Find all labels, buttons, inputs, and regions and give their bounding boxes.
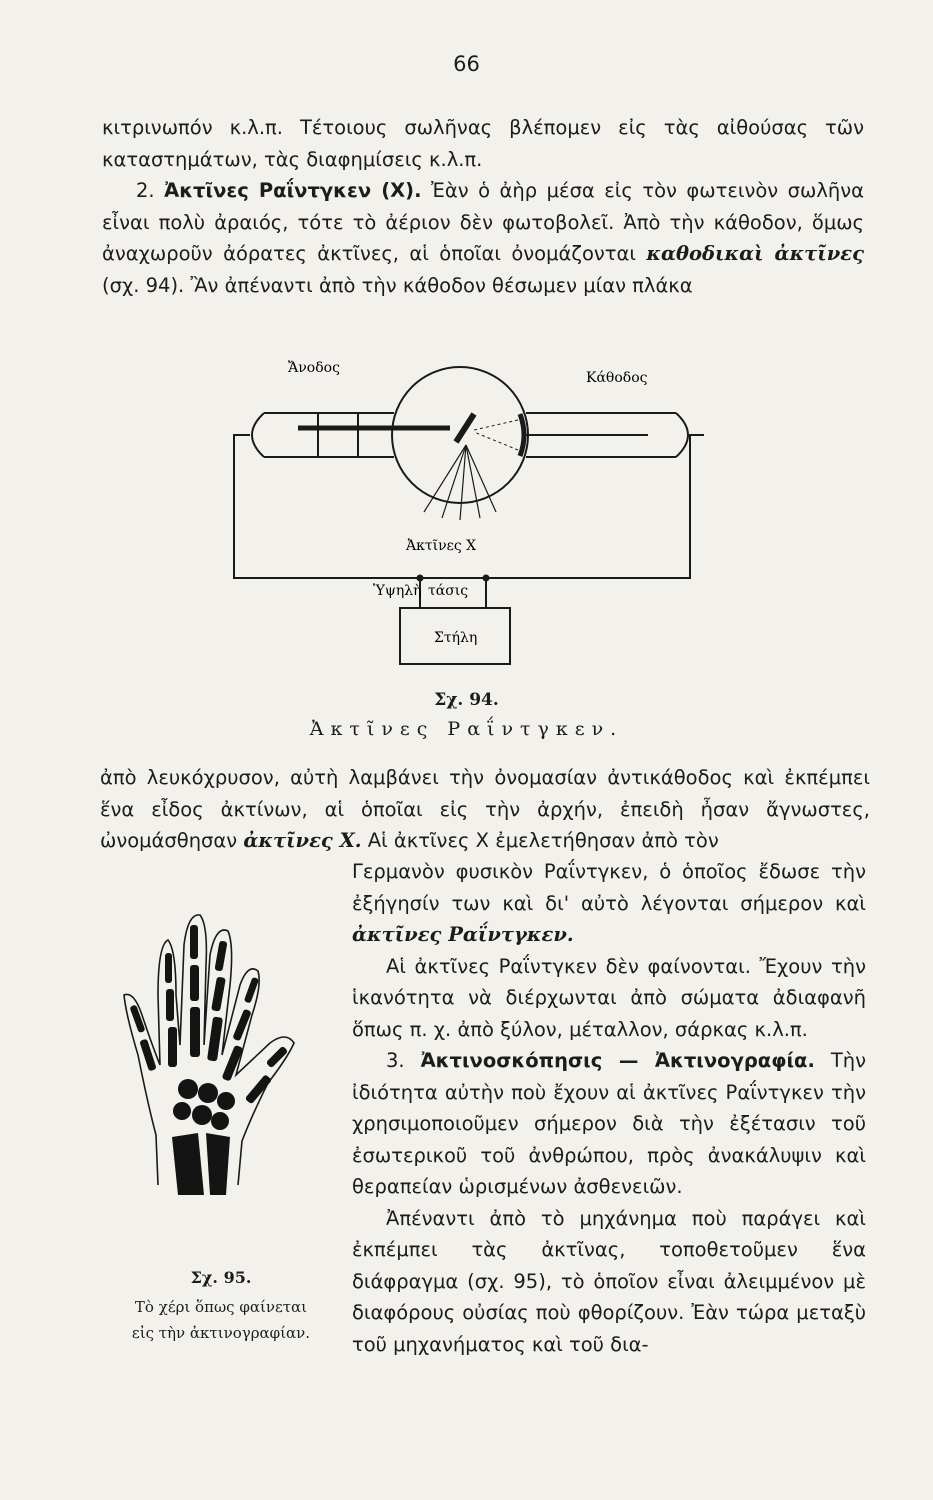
section-2-heading: Ἀκτῖνες Ραΐντγκεν (Χ). (164, 179, 422, 202)
section-3-text: Τὴν ἰδιότητα αὐτὴν ποὺ ἔχουν αἱ ἀκτῖνες Ραΐντγκεν τὴν χρησιμοποιοῦμεν σήμερον διὰ τὴν ἐξέτασιν τοῦ ἐσωτερικοῦ τοῦ ἀνθρώπου, πρὸς ἀνακάλυψιν καὶ θεραπείαν ὡρισμένων ἀσθενειῶν. (352, 1049, 866, 1198)
cathode (520, 414, 524, 456)
hand-xray-image (118, 905, 298, 1205)
intro-text (102, 112, 864, 301)
section-2-text-a: Ἐὰν ὁ ἀὴρ μέσα εἰς τὸν φωτεινὸν σωλῆνα εἶναι πολὺ ἀραιός, τότε τὸ ἀέριον δὲν φωτοβολεῖ. Ἀπὸ τὴν κάθοδον, ὅμως ἀναχωροῦν ἀόρατες ἀκτῖνες, αἱ ὁποῖαι ὀνομάζονται (102, 179, 865, 265)
figure-95-caption-line2: εἰς τὴν ἀκτινογραφίαν. (131, 1324, 311, 1342)
right-column (352, 856, 866, 1360)
section-3-number: 3. (386, 1049, 405, 1072)
wide-term: ἀκτῖνες Χ. (243, 829, 362, 852)
section-2-text-b: (σχ. 94). Ἂν ἀπέναντι ἀπὸ τὴν κάθοδον θέσωμεν μίαν πλάκα (102, 273, 693, 297)
xray-arrows (424, 445, 496, 520)
figure-95-caption-line1: Τὸ χέρι ὅπως φαίνεται (134, 1298, 308, 1316)
section-2-term: καθοδικαὶ ἀκτῖνες (646, 242, 864, 265)
label-anode: Ἄνοδος (288, 360, 340, 376)
paragraph-last: Ἀπέναντι ἀπὸ τὸ μηχάνημα ποὺ παράγει καὶ ἐκπέμπει τὰς ἀκτῖνας, τοποθετοῦμεν ἕνα διάφραγμα (σχ. 95), τὸ ὁποῖον εἶναι ἀλειμμένον μὲ διαφόρους οὐσίας ποὺ φθορίζουν. Ἐὰν τώρα μεταξὺ τοῦ μηχανήματος καὶ τοῦ δια- (352, 1206, 866, 1356)
figure-95-number: Σχ. 95. (190, 1268, 252, 1287)
label-voltage: τάσις (428, 583, 469, 599)
figure-94-title: Ἀκτῖνες Ραΐντγκεν. (309, 718, 624, 740)
tube-anode-end (252, 413, 264, 457)
section-2-number: 2. (136, 179, 155, 202)
xray-tube-diagram (228, 350, 728, 680)
wide-text-a: ἀπὸ λευκόχρυσον, αὐτὴ λαμβάνει τὴν ὀνομασίαν ἀντικάθοδος καὶ ἐκπέμπει ἕνα εἶδος ἀκτίνων, αἱ ὁποῖαι εἰς τὴν ἀρχήν, ἐπειδὴ ἦσαν ἄγνωστες, ὠνομάσθησαν (100, 766, 870, 852)
wide-paragraph (100, 762, 870, 857)
label-xrays: Ἀκτῖνες Χ (406, 538, 477, 554)
wide-text-b: Αἱ ἀκτῖνες Χ ἐμελετήθησαν ἀπὸ τὸν (367, 829, 719, 852)
paragraph-invisible: Αἱ ἀκτῖνες Ραΐντγκεν δὲν φαίνονται. Ἔχουν τὴν ἱκανότητα νὰ διέρχωνται ἀπὸ σώματα ἀδιαφανῆ ὅπως π. χ. ἀπὸ ξύλον, μέταλλον, σάρκας κ.λ.π. (352, 954, 866, 1041)
figure-94-number: Σχ. 94. (434, 690, 499, 710)
right-term: ἀκτῖνες Ραΐντγκεν. (352, 923, 574, 946)
right-cont-a: Γερμανὸν φυσικὸν Ραΐντγκεν, ὁ ὁποῖος ἔδωσε τὴν ἐξήγησίν των καὶ δι' αὐτὸ λέγονται σήμερον καὶ (352, 860, 866, 915)
section-2-paragraph (102, 175, 864, 301)
label-battery: Στήλη (434, 630, 478, 646)
label-high: Ὑψηλὴ (373, 583, 422, 599)
section-3-paragraph (352, 1045, 866, 1203)
tube-cathode-end (676, 413, 688, 457)
anticathode (456, 414, 474, 442)
page-number: 66 (453, 52, 480, 76)
label-cathode: Κάθοδος (586, 370, 648, 386)
intro-line: κιτρινωπόν κ.λ.π. Τέτοιους σωλῆνας βλέπομεν εἰς τὰς αἰθούσας τῶν καταστημάτων, τὰς διαφημίσεις κ.λ.π. (102, 116, 864, 171)
section-3-heading: Ἀκτινοσκόπησις — Ἀκτινογραφία. (420, 1049, 815, 1072)
